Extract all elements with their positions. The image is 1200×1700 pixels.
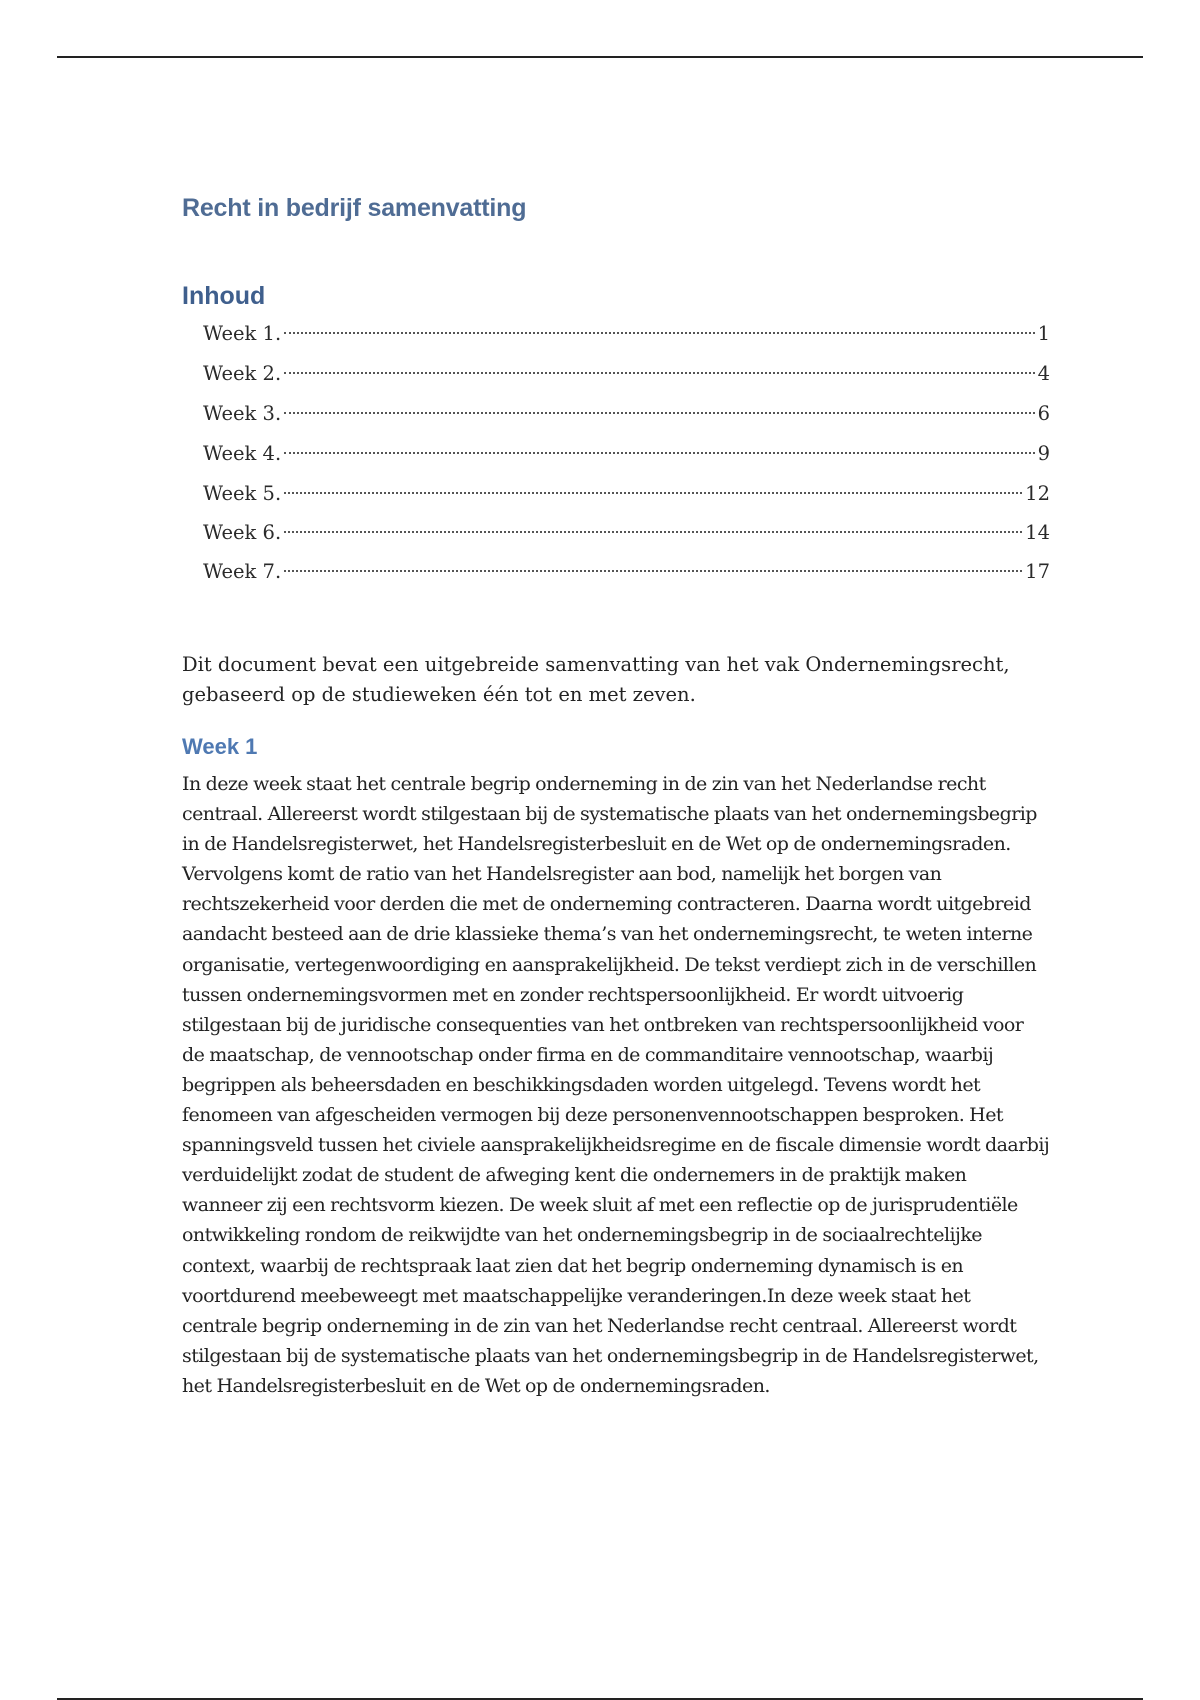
toc-entry-week-2[interactable] <box>203 358 1050 398</box>
toc-entry-label: Week 2. <box>203 362 282 385</box>
toc-entry-label: Week 7. <box>203 560 282 583</box>
toc-leader-dots <box>284 492 1022 494</box>
toc-entry-page: 1 <box>1037 322 1050 345</box>
toc-entry-page: 6 <box>1037 402 1050 425</box>
intro-paragraph: Dit document bevat een uitgebreide samenvatting van het vak Ondernemingsrecht, gebaseerd op de studieweken één tot en met zeven. <box>182 653 1010 706</box>
toc-entry-label: Week 6. <box>203 521 282 544</box>
toc-leader-dots <box>284 531 1022 533</box>
toc-entry-page: 17 <box>1025 560 1050 583</box>
toc-heading: Inhoud <box>182 282 266 310</box>
toc-entry-page: 14 <box>1025 521 1050 544</box>
table-of-contents <box>203 318 1050 595</box>
toc-leader-dots <box>284 412 1034 414</box>
toc-entry-label: Week 5. <box>203 482 282 505</box>
toc-entry-label: Week 1. <box>203 322 282 345</box>
toc-entry-page: 9 <box>1037 442 1050 465</box>
toc-leader-dots <box>284 372 1034 374</box>
toc-entry-week-1[interactable] <box>203 318 1050 358</box>
toc-entry-label: Week 4. <box>203 442 282 465</box>
toc-entry-week-5[interactable] <box>203 478 1050 517</box>
section-body-week-1: In deze week staat het centrale begrip onderneming in de zin van het Nederlandse recht centraal. Allereerst wordt stilgestaan bij de systematische plaats van het ondernemingsbegrip in de Handelsregisterwet, het Handelsregisterbesluit en de Wet op de ondernemingsraden. Vervolgens komt de ratio van het Handelsregister aan bod, namelijk het borgen van rechtszekerheid voor derden die met de onderneming contracteren. Daarna wordt uitgebreid aandacht besteed aan de drie klassieke thema’s van het ondernemingsrecht, te weten interne organisatie, vertegenwoordiging en aansprakelijkheid. De tekst verdiept zich in de verschillen tussen ondernemingsvormen met en zonder rechtspersoonlijkheid. Er wordt uitvoerig stilgestaan bij de juridische consequenties van het ontbreken van rechtspersoonlijkheid voor de maatschap, de vennootschap onder firma en de commanditaire vennootschap, waarbij begrippen als beheersdaden en beschikkingsdaden worden uitgelegd. Tevens wordt het fenomeen van afgescheiden vermogen bij deze personenvennootschappen besproken. Het spanningsveld tussen het civiele aansprakelijkheidsregime en de fiscale dimensie wordt daarbij verduidelijkt zodat de student de afweging kent die ondernemers in de praktijk maken wanneer zij een rechtsvorm kiezen. De week sluit af met een reflectie op de jurisprudentiële ontwikkeling rondom de reikwijdte van het ondernemingsbegrip in de sociaalrechtelijke context, waarbij de rechtspraak laat zien dat het begrip onderneming dynamisch is en voortdurend meebeweegt met maatschappelijke veranderingen.In deze week staat het centrale begrip onderneming in de zin van het Nederlandse recht centraal. Allereerst wordt stilgestaan bij de systematische plaats van het ondernemingsbegrip in de Handelsregisterwet, het Handelsregisterbesluit en de Wet op de ondernemingsraden. <box>182 773 1050 1397</box>
toc-leader-dots <box>284 332 1034 334</box>
document-title: Recht in bedrijf samenvatting <box>182 194 527 222</box>
toc-entry-week-3[interactable] <box>203 398 1050 438</box>
toc-entry-week-6[interactable] <box>203 517 1050 556</box>
header-rule <box>57 56 1143 58</box>
toc-leader-dots <box>284 570 1022 572</box>
toc-entry-week-7[interactable] <box>203 556 1050 595</box>
toc-entry-page: 12 <box>1025 482 1050 505</box>
toc-leader-dots <box>284 452 1034 454</box>
toc-entry-label: Week 3. <box>203 402 282 425</box>
section-heading-week-1: Week 1 <box>182 734 258 759</box>
toc-entry-week-4[interactable] <box>203 438 1050 478</box>
toc-entry-page: 4 <box>1037 362 1050 385</box>
